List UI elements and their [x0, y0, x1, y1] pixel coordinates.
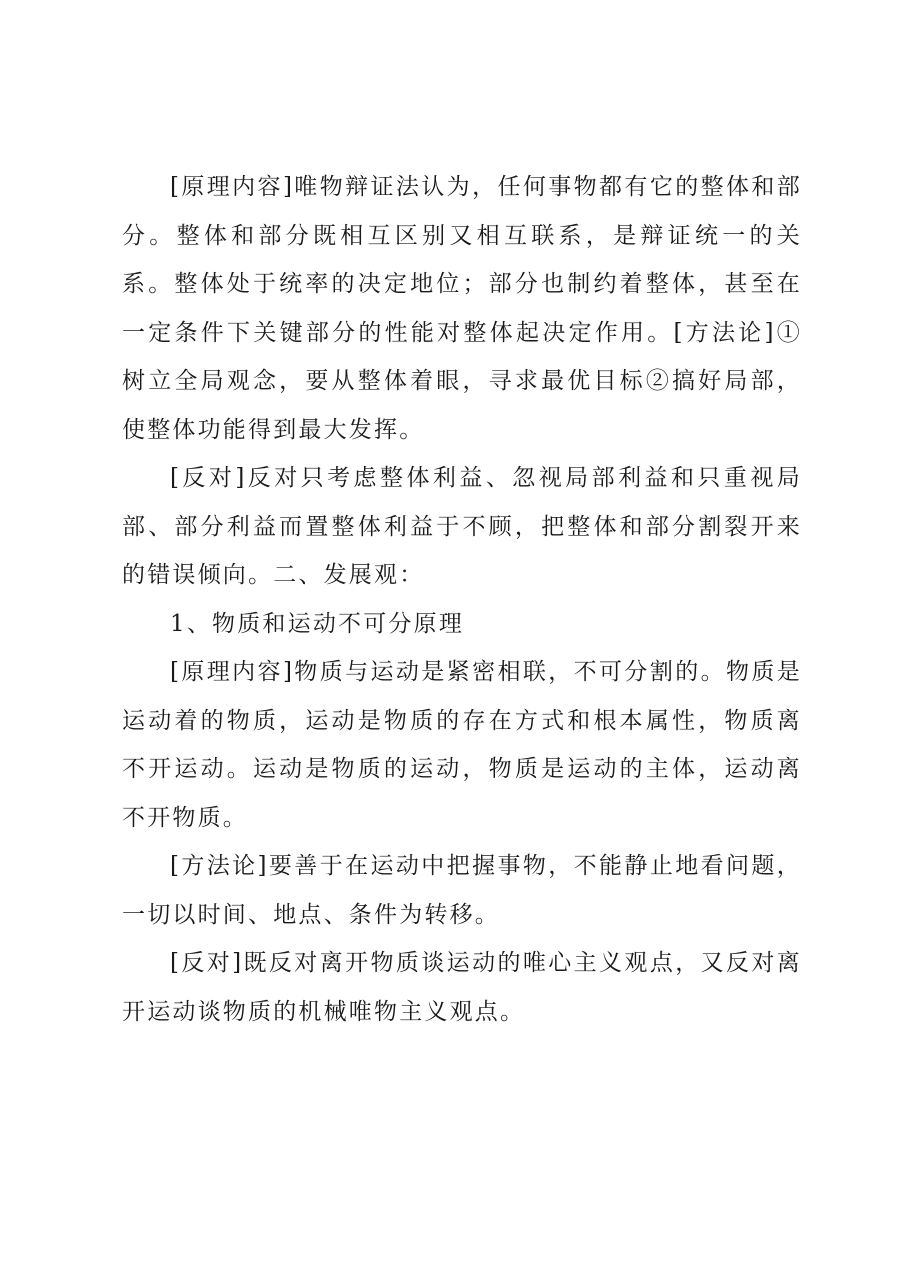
document-body [122, 163, 802, 1036]
paragraph-whole-and-part: [原理内容]唯物辩证法认为，任何事物都有它的整体和部分。整体和部分既相互区别又相互联系，是辩证统一的关系。整体处于统率的决定地位；部分也制约着整体，甚至在一定条件下关键部分的性能对整体起决定作用。[方法论]① 树立全局观念，要从整体着眼，寻求最优目标②搞好局部，使整体功能得到最大发挥。 [122, 174, 802, 443]
paragraph-oppose-idealism: [反对]既反对离开物质谈运动的唯心主义观点，又反对离开运动谈物质的机械唯物主义观点。 [122, 950, 802, 1025]
paragraph-methodology: [方法论]要善于在运动中把握事物，不能静止地看问题，一切以时间、地点、条件为转移。 [122, 853, 802, 928]
paragraph-matter-motion-principle: [原理内容]物质与运动是紧密相联，不可分割的。物质是运动着的物质，运动是物质的存在方式和根本属性，物质离不开运动。运动是物质的运动，物质是运动的主体，运动离不开物质。 [122, 659, 802, 831]
paragraph-section-heading: 1、物质和运动不可分原理 [170, 610, 465, 637]
paragraph-oppose-split: [反对]反对只考虑整体利益、忽视局部利益和只重视局部、部分利益而置整体利益于不顾，把整体和部分割裂开来的错误倾向。二、发展观： [122, 465, 802, 588]
